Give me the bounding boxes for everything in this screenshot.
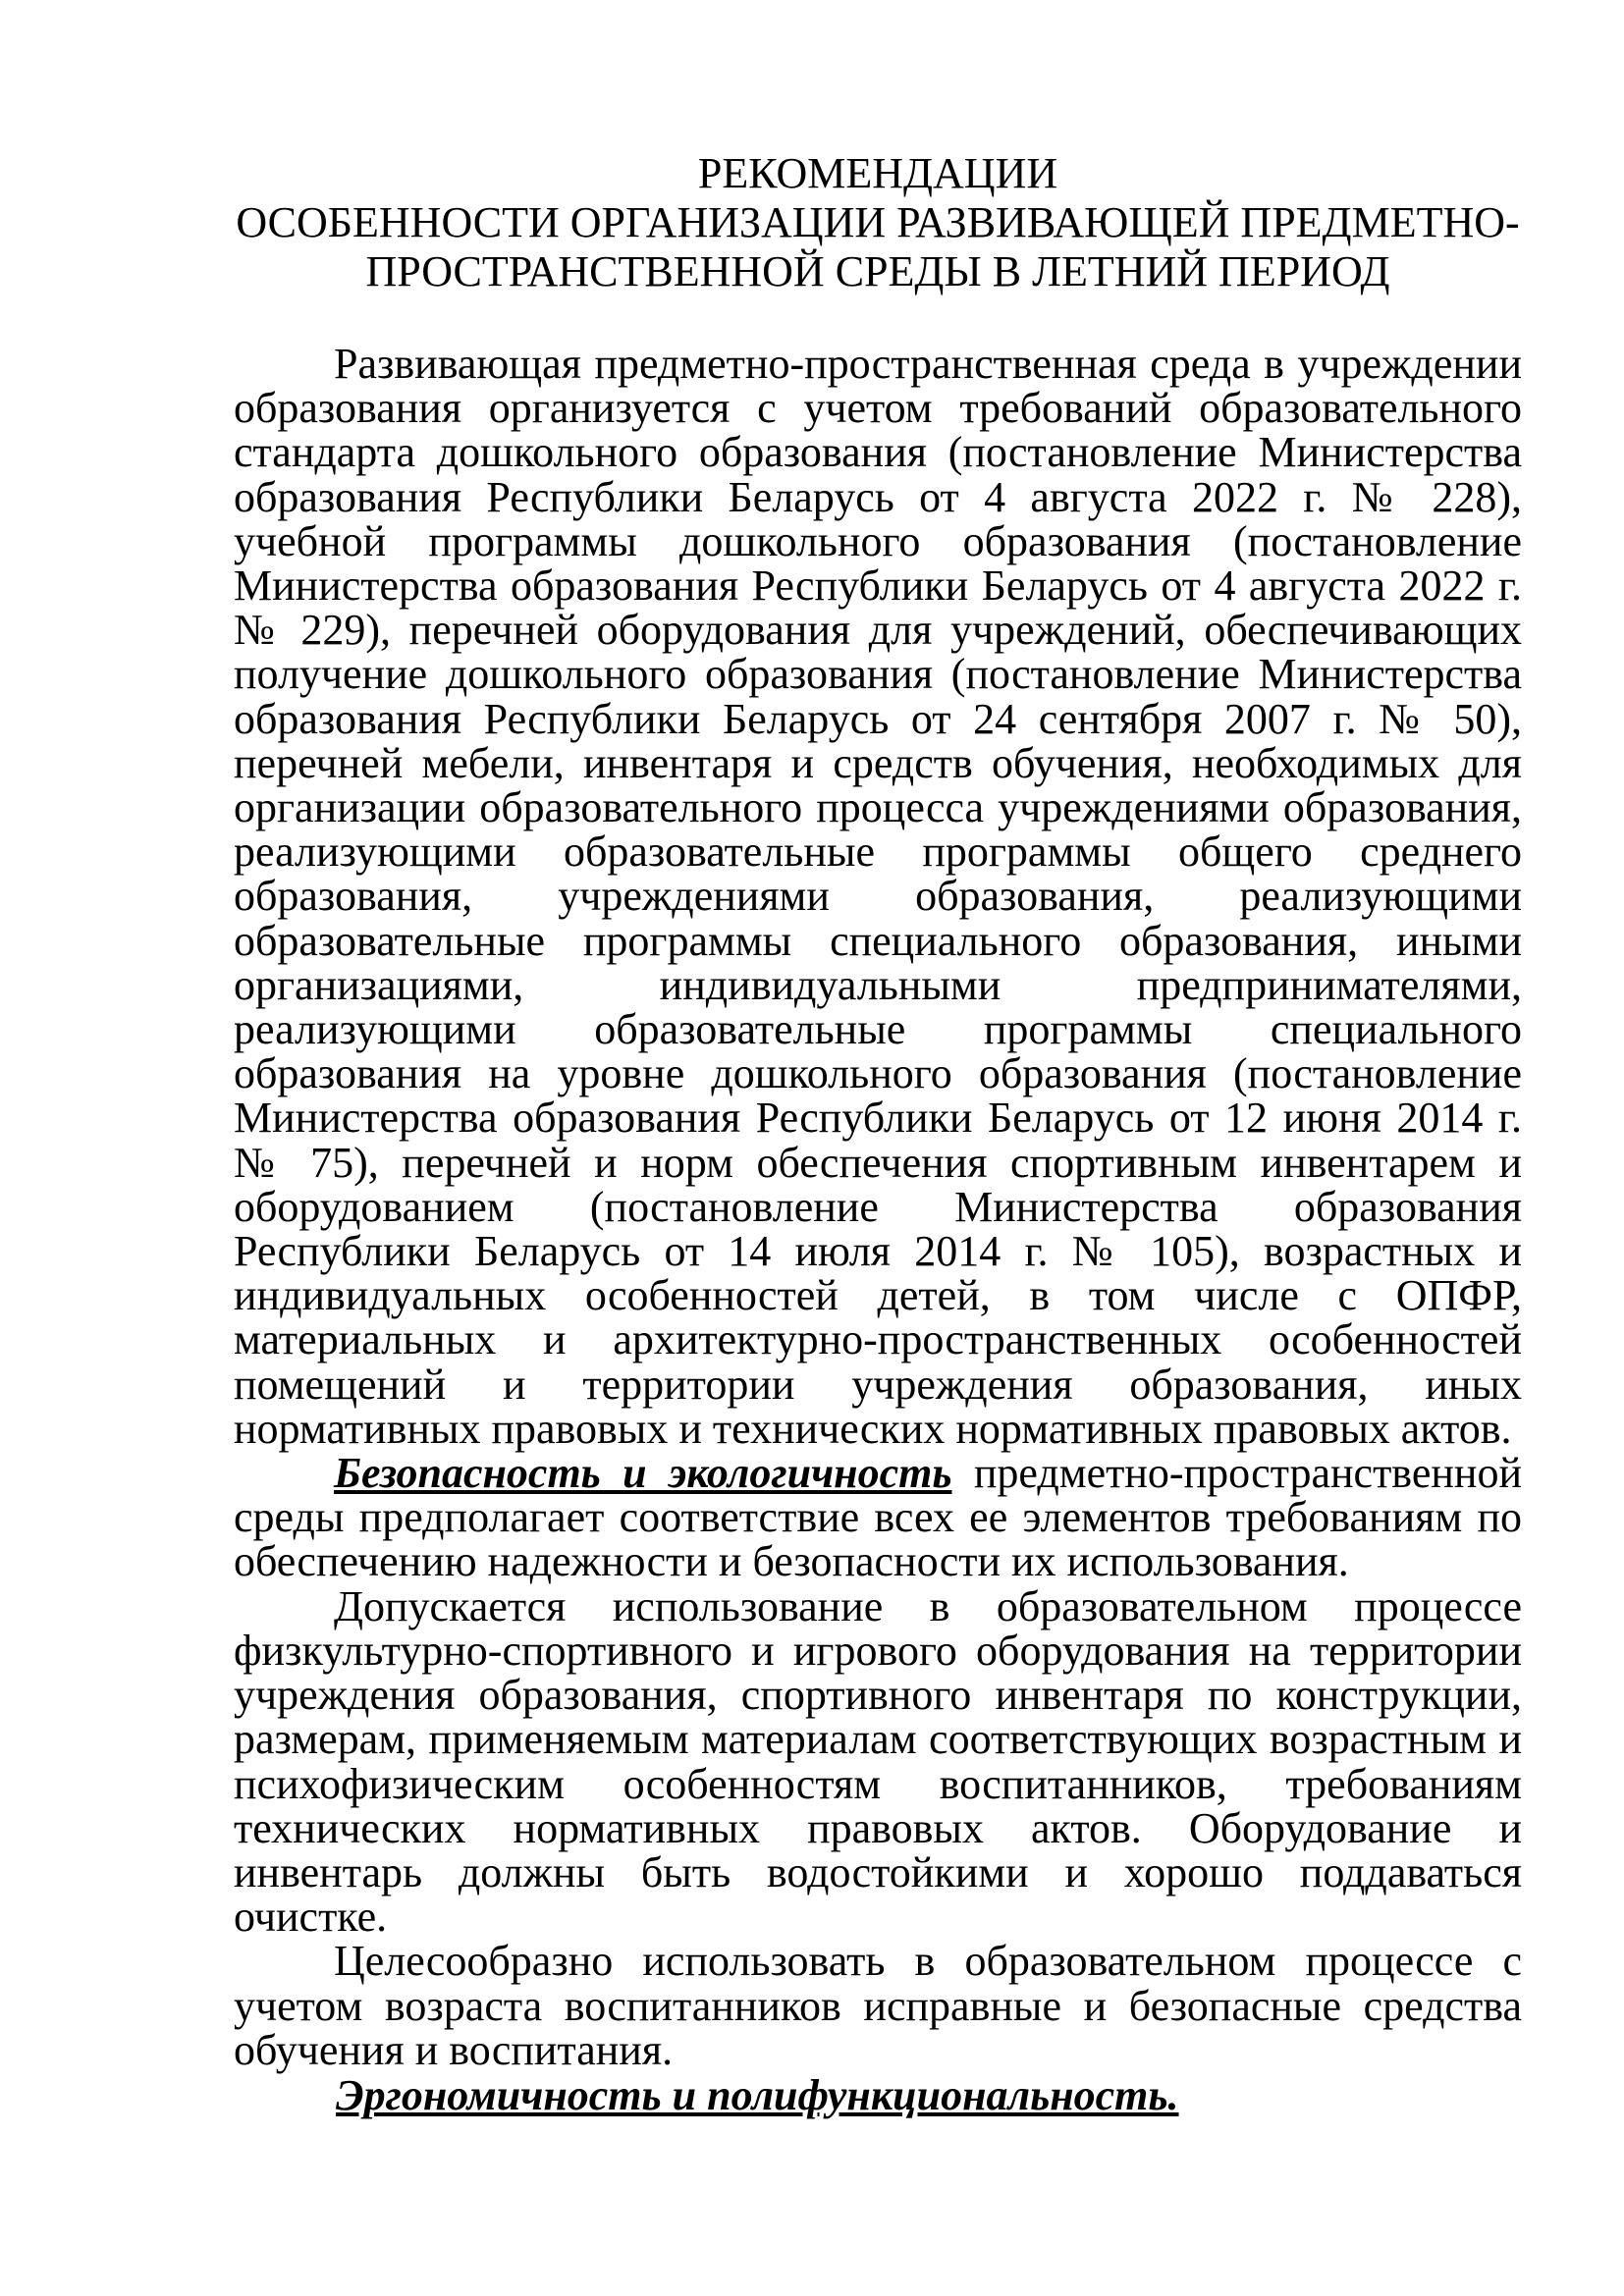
title-line-1: РЕКОМЕНДАЦИИ — [697, 149, 1058, 197]
paragraph-2-text: предметно-пространственной среды предполагает соответствие всех ее элементов требованиям по обеспечению надежности и безопасности их использования. — [234, 1449, 1522, 1586]
paragraph-4: Целесообразно использовать в образовательном процессе с учетом возраста воспитанников исправные и безопасные средства обучения и воспитания. — [234, 1937, 1522, 2074]
title-line-2: ОСОБЕННОСТИ ОРГАНИЗАЦИИ РАЗВИВАЮЩЕЙ ПРЕДМЕТНО- — [236, 198, 1520, 246]
section-heading-ergonomics: Эргономичность и полифункциональность. — [336, 2070, 1179, 2119]
title-line-3: ПРОСТРАНСТВЕННОЙ СРЕДЫ В ЛЕТНИЙ ПЕРИОД — [365, 247, 1390, 295]
document-title — [234, 149, 1522, 296]
paragraph-2 — [234, 1451, 1522, 1584]
paragraph-3: Допускается использование в образовательном процессе физкультурно-спортивного и игрового оборудования на территории учреждения образования, спортивного инвентаря по конструкции, размерам, применяемым материалам соответствующих возрастным и психофизическим особенностям воспитанников, требованиям технических нормативных правовых актов. Оборудование и инвентарь должны быть водостойкими и хорошо поддаваться очистке. — [234, 1581, 1522, 1942]
document-content — [234, 149, 1522, 2119]
paragraph-1: Развивающая предметно-пространственная среда в учреждении образования организуется с учетом требований образовательного стандарта дошкольного образования (постановление Министерства образования Республики Беларусь от 4 августа 2022 г. № 228), учебной программы дошкольного образования (постановление Министерства образования Республики Беларусь от 4 августа 2022 г. № 229), перечней оборудования для учреждений, обеспечивающих получение дошкольного образования (постановление Министерства образования Республики Беларусь от 24 сентября 2007 г. № 50), перечней мебели, инвентаря и средств обучения, необходимых для организации образовательного процесса учреждениями образования, реализующими образовательные программы общего среднего образования, учреждениями образования, реализующими образовательные программы специального образования, иными организациями, индивидуальными предпринимателями, реализующими образовательные программы специального образования на уровне дошкольного образования (постановление Министерства образования Республики Беларусь от 12 июня 2014 г. № 75), перечней и норм обеспечения спортивным инвентарем и оборудованием (постановление Министерства образования Республики Беларусь от 14 июля 2014 г. № 105), возрастных и индивидуальных особенностей детей, в том числе с ОПФР, материальных и архитектурно-пространственных особенностей помещений и территории учреждения образования, иных нормативных правовых и технических нормативных правовых актов. — [234, 340, 1522, 1453]
term-safety-ecology: Безопасность и экологичность — [334, 1449, 952, 1498]
